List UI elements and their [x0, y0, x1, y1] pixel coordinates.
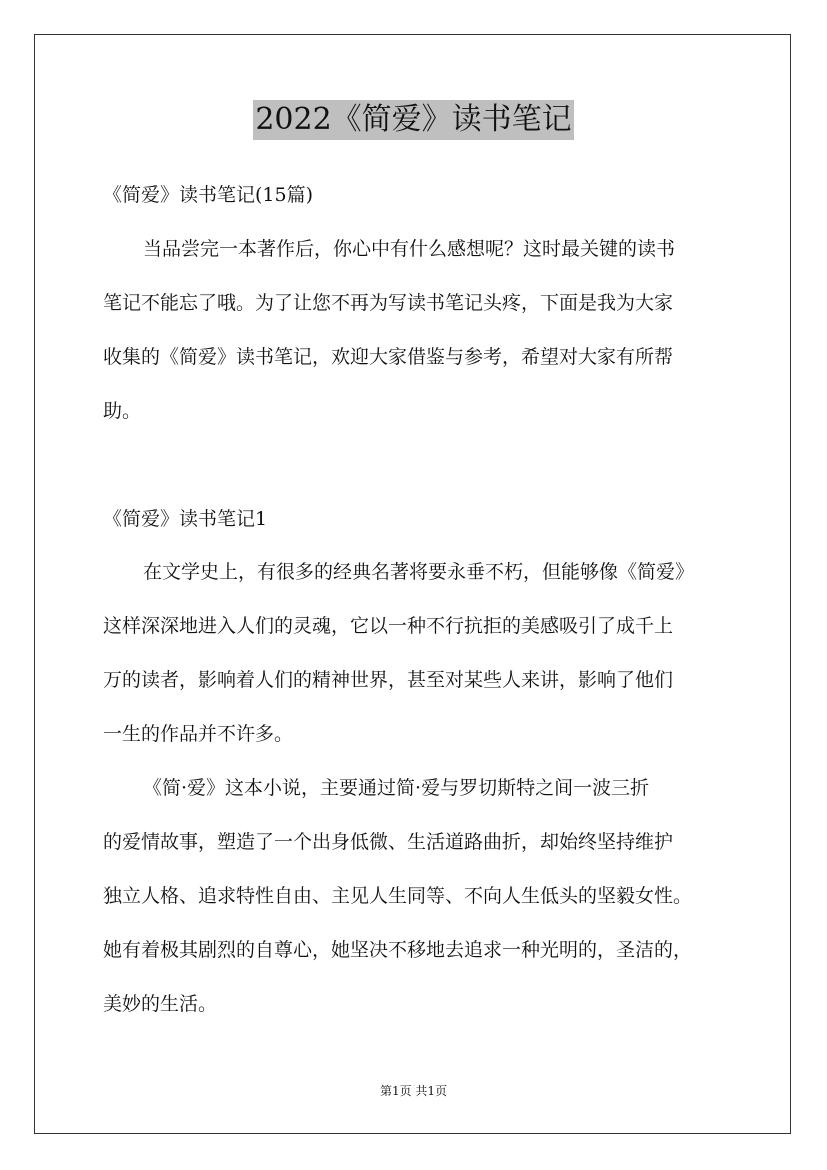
- document-title: 2022《简爱》读书笔记: [253, 100, 573, 140]
- section-heading: 《简爱》读书笔记1: [103, 508, 268, 530]
- paragraph1-line-4: 一生的作品并不许多。: [103, 723, 294, 745]
- page-footer: 第1页 共1页: [379, 1084, 448, 1098]
- paragraph2-line-3: 独立人格、追求特性自由、主见人生同等、不向人生低头的坚毅女性。: [103, 885, 693, 907]
- intro-line-1: 当品尝完一本著作后，你心中有什么感想呢？这时最关键的读书: [143, 238, 676, 260]
- paragraph2-line-2: 的爱情故事，塑造了一个出身低微、生活道路曲折，却始终坚持维护: [103, 831, 674, 853]
- paragraph2-line-5: 美妙的生活。: [103, 993, 218, 1015]
- paragraph1-line-1: 在文学史上，有很多的经典名著将要永垂不朽，但能够像《简爱》: [143, 561, 695, 583]
- paragraph2-line-1: 《简·爱》这本小说，主要通过简·爱与罗切斯特之间一波三折: [143, 777, 650, 799]
- document-subtitle: 《简爱》读书笔记(15篇): [103, 184, 314, 206]
- intro-line-3: 收集的《简爱》读书笔记，欢迎大家借鉴与参考，希望对大家有所帮: [103, 346, 674, 368]
- paragraph1-line-2: 这样深深地进入人们的灵魂，它以一种不行抗拒的美感吸引了成千上: [103, 615, 674, 637]
- intro-line-2: 笔记不能忘了哦。为了让您不再为写读书笔记头疼，下面是我为大家: [103, 292, 674, 314]
- title-container: [0, 100, 827, 140]
- paragraph2-line-4: 她有着极其剧烈的自尊心，她坚决不移地去追求一种光明的，圣洁的，: [103, 939, 693, 961]
- intro-line-4: 助。: [103, 400, 142, 422]
- paragraph1-line-3: 万的读者，影响着人们的精神世界，甚至对某些人来讲，影响了他们: [103, 669, 674, 691]
